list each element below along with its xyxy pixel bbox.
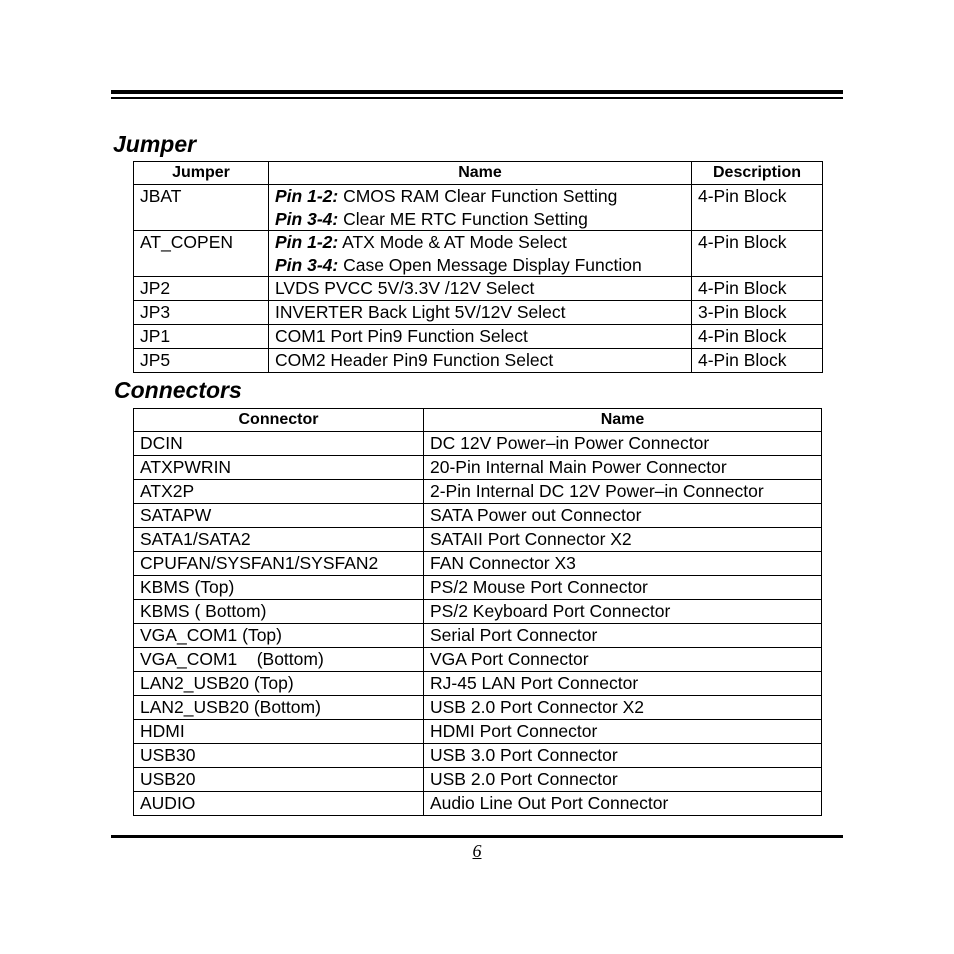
column-header-connector-name: Name bbox=[424, 409, 822, 432]
connector-name-cell: 20-Pin Internal Main Power Connector bbox=[424, 456, 822, 480]
description-cell: 3-Pin Block bbox=[692, 301, 823, 325]
connectors-section-title: Connectors bbox=[114, 377, 242, 403]
connector-name-cell: USB 3.0 Port Connector bbox=[424, 744, 822, 768]
jumper-name-cell bbox=[269, 325, 692, 349]
connector-cell: SATA1/SATA2 bbox=[134, 528, 424, 552]
page-number bbox=[0, 840, 954, 862]
connector-cell: VGA_COM1 (Bottom) bbox=[134, 648, 424, 672]
header-rule-thick bbox=[111, 90, 843, 94]
table-row bbox=[134, 325, 823, 349]
connector-cell: LAN2_USB20 (Bottom) bbox=[134, 696, 424, 720]
jumper-table bbox=[133, 161, 823, 373]
jumper-cell: JP1 bbox=[134, 325, 269, 349]
table-row bbox=[134, 456, 822, 480]
header-rule-thin bbox=[111, 97, 843, 99]
pin-label: Pin 3-4: bbox=[275, 254, 339, 275]
jumper-cell: JP2 bbox=[134, 277, 269, 301]
connector-name-cell: USB 2.0 Port Connector bbox=[424, 768, 822, 792]
name-text: ATX Mode & AT Mode Select bbox=[338, 232, 567, 252]
name-line bbox=[275, 277, 685, 300]
name-line bbox=[275, 231, 685, 254]
connectors-table-header-row bbox=[134, 409, 822, 432]
table-row bbox=[134, 576, 822, 600]
column-header-jumper: Jumper bbox=[134, 162, 269, 185]
jumper-name-cell bbox=[269, 231, 692, 277]
table-row bbox=[134, 480, 822, 504]
table-row bbox=[134, 185, 823, 231]
connector-cell: KBMS (Top) bbox=[134, 576, 424, 600]
jumper-name-cell bbox=[269, 349, 692, 373]
connector-cell: USB30 bbox=[134, 744, 424, 768]
name-line bbox=[275, 185, 685, 208]
connector-cell: SATAPW bbox=[134, 504, 424, 528]
jumper-name-cell bbox=[269, 185, 692, 231]
table-row bbox=[134, 792, 822, 816]
table-row bbox=[134, 648, 822, 672]
connectors-table bbox=[133, 408, 822, 816]
table-row bbox=[134, 696, 822, 720]
table-row bbox=[134, 768, 822, 792]
name-line bbox=[275, 301, 685, 324]
connector-cell: USB20 bbox=[134, 768, 424, 792]
connector-name-cell: VGA Port Connector bbox=[424, 648, 822, 672]
column-header-description: Description bbox=[692, 162, 823, 185]
connectors-table-body bbox=[134, 432, 822, 816]
page-number-text: 6 bbox=[472, 841, 482, 861]
connector-cell: ATXPWRIN bbox=[134, 456, 424, 480]
connector-cell: HDMI bbox=[134, 720, 424, 744]
jumper-cell: JP5 bbox=[134, 349, 269, 373]
name-text: COM2 Header Pin9 Function Select bbox=[275, 350, 554, 370]
connector-name-cell: FAN Connector X3 bbox=[424, 552, 822, 576]
column-header-connector: Connector bbox=[134, 409, 424, 432]
connector-cell: CPUFAN/SYSFAN1/SYSFAN2 bbox=[134, 552, 424, 576]
pin-label: Pin 1-2: bbox=[275, 186, 339, 206]
table-row bbox=[134, 744, 822, 768]
description-cell: 4-Pin Block bbox=[692, 185, 823, 231]
connector-name-cell: HDMI Port Connector bbox=[424, 720, 822, 744]
jumper-name-cell bbox=[269, 277, 692, 301]
name-text: INVERTER Back Light 5V/12V Select bbox=[275, 302, 566, 322]
jumper-name-cell bbox=[269, 301, 692, 325]
connector-cell: DCIN bbox=[134, 432, 424, 456]
table-row bbox=[134, 552, 822, 576]
connector-name-cell: Audio Line Out Port Connector bbox=[424, 792, 822, 816]
connector-name-cell: USB 2.0 Port Connector X2 bbox=[424, 696, 822, 720]
name-line bbox=[275, 254, 685, 277]
description-cell: 4-Pin Block bbox=[692, 349, 823, 373]
connector-name-cell: PS/2 Keyboard Port Connector bbox=[424, 600, 822, 624]
table-row bbox=[134, 600, 822, 624]
connector-name-cell: RJ-45 LAN Port Connector bbox=[424, 672, 822, 696]
jumper-section-title: Jumper bbox=[113, 131, 197, 157]
connector-name-cell: Serial Port Connector bbox=[424, 624, 822, 648]
pin-label: Pin 3-4: bbox=[275, 208, 339, 229]
connector-name-cell: 2-Pin Internal DC 12V Power–in Connector bbox=[424, 480, 822, 504]
table-row bbox=[134, 624, 822, 648]
jumper-cell: JBAT bbox=[134, 185, 269, 231]
column-header-name: Name bbox=[269, 162, 692, 185]
connector-name-cell: SATA Power out Connector bbox=[424, 504, 822, 528]
table-row bbox=[134, 301, 823, 325]
name-text: CMOS RAM Clear Function Setting bbox=[338, 186, 618, 206]
jumper-cell: JP3 bbox=[134, 301, 269, 325]
table-row bbox=[134, 277, 823, 301]
name-text: LVDS PVCC 5V/3.3V /12V Select bbox=[275, 278, 535, 298]
connector-cell: VGA_COM1 (Top) bbox=[134, 624, 424, 648]
jumper-table-header-row bbox=[134, 162, 823, 185]
description-cell: 4-Pin Block bbox=[692, 325, 823, 349]
connector-cell: AUDIO bbox=[134, 792, 424, 816]
connector-name-cell: SATAII Port Connector X2 bbox=[424, 528, 822, 552]
connector-name-cell: DC 12V Power–in Power Connector bbox=[424, 432, 822, 456]
pin-label: Pin 1-2: bbox=[275, 232, 339, 252]
jumper-cell: AT_COPEN bbox=[134, 231, 269, 277]
name-line bbox=[275, 208, 685, 231]
name-text: Case Open Message Display Function bbox=[338, 254, 642, 275]
table-row bbox=[134, 231, 823, 277]
description-cell: 4-Pin Block bbox=[692, 277, 823, 301]
connector-cell: LAN2_USB20 (Top) bbox=[134, 672, 424, 696]
name-text: Clear ME RTC Function Setting bbox=[338, 208, 588, 229]
table-row bbox=[134, 432, 822, 456]
connector-cell: ATX2P bbox=[134, 480, 424, 504]
name-text: COM1 Port Pin9 Function Select bbox=[275, 326, 528, 346]
table-row bbox=[134, 504, 822, 528]
footer-rule bbox=[111, 835, 843, 838]
connector-cell: KBMS ( Bottom) bbox=[134, 600, 424, 624]
jumper-table-body bbox=[134, 185, 823, 373]
table-row bbox=[134, 672, 822, 696]
name-line bbox=[275, 349, 685, 372]
table-row bbox=[134, 528, 822, 552]
table-row bbox=[134, 349, 823, 373]
connector-name-cell: PS/2 Mouse Port Connector bbox=[424, 576, 822, 600]
name-line bbox=[275, 325, 685, 348]
description-cell: 4-Pin Block bbox=[692, 231, 823, 277]
table-row bbox=[134, 720, 822, 744]
